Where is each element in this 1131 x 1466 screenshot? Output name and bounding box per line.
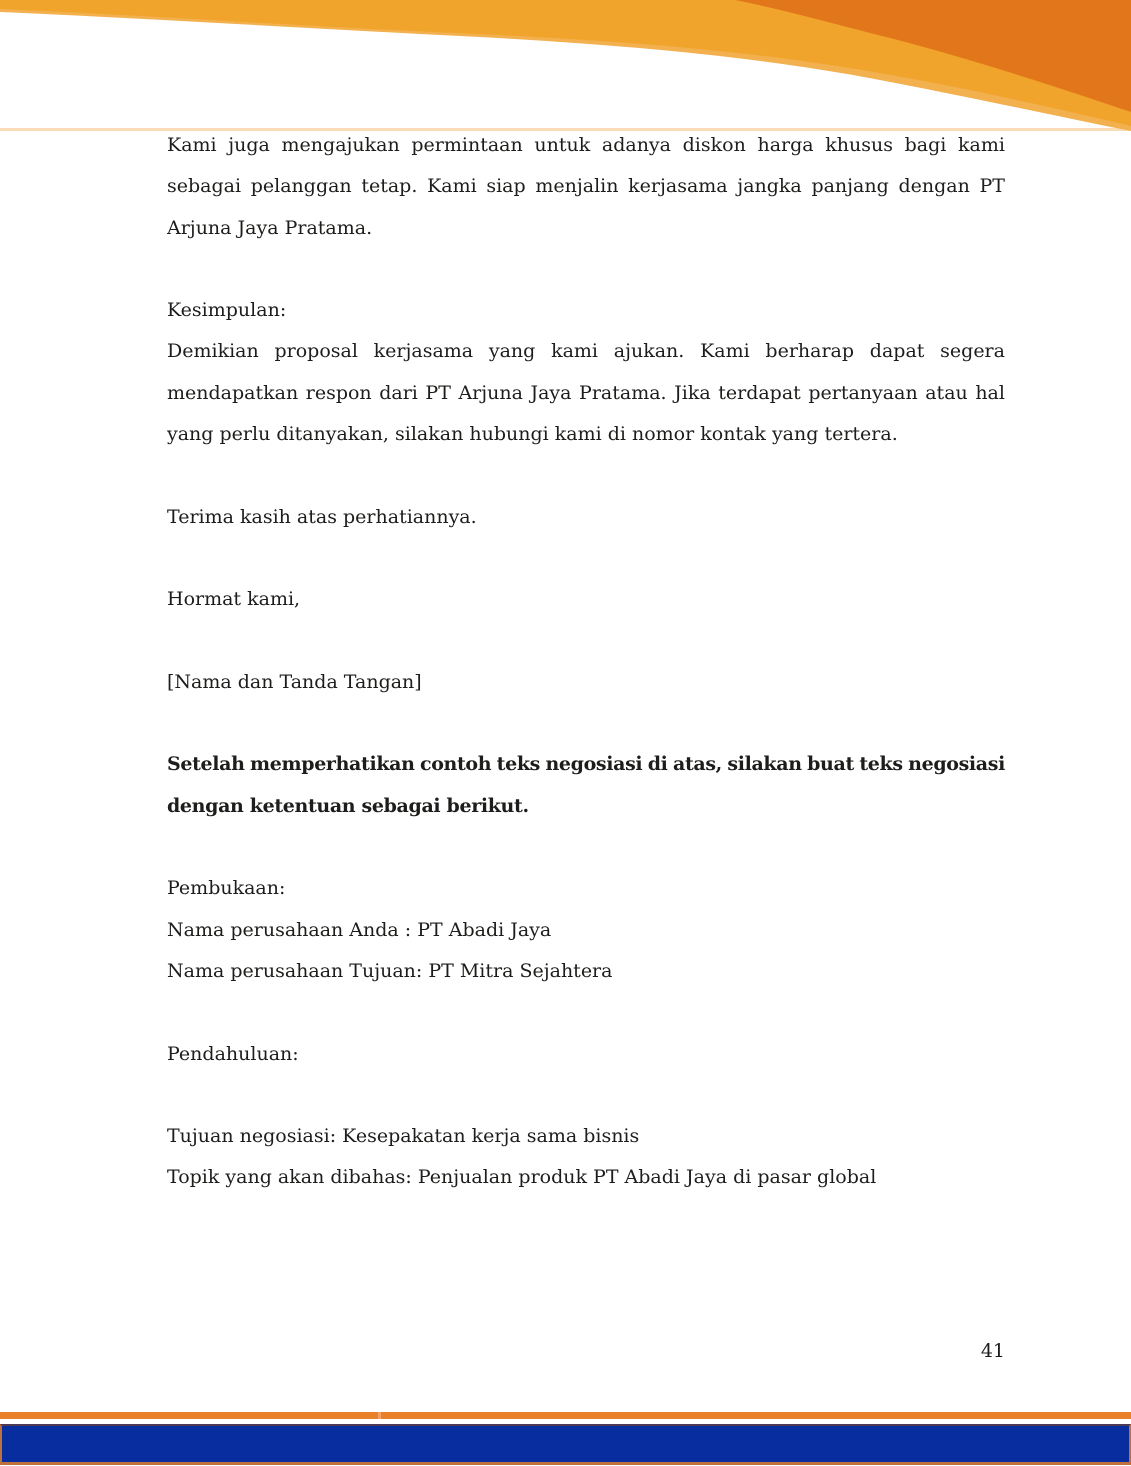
paragraph-line: yang perlu ditanyakan, silakan hubungi kami di nomor kontak yang tertera. bbox=[167, 423, 898, 446]
word: Kami bbox=[700, 340, 750, 363]
word: atas, bbox=[672, 753, 722, 776]
paragraph-line: Kesimpulan: bbox=[167, 299, 287, 322]
word: juga bbox=[228, 134, 270, 156]
paragraph-line bbox=[167, 331, 1005, 372]
word: permintaan bbox=[411, 134, 523, 156]
blank-line bbox=[167, 455, 1005, 496]
blank-line bbox=[167, 249, 1005, 290]
word: sebagai bbox=[167, 175, 242, 198]
word: PT bbox=[425, 381, 451, 404]
word: menjalin bbox=[535, 175, 619, 198]
word: diskon bbox=[682, 134, 746, 156]
word: teks bbox=[496, 753, 540, 776]
word: pelanggan bbox=[250, 175, 352, 198]
word: terdapat bbox=[718, 381, 801, 404]
document-body bbox=[167, 125, 1005, 1199]
word: Arjuna bbox=[458, 381, 523, 404]
paragraph-line: Nama perusahaan Tujuan: PT Mitra Sejahtera bbox=[167, 959, 613, 982]
word: PT bbox=[979, 175, 1005, 198]
word: Kami bbox=[167, 134, 217, 156]
word: mendapatkan bbox=[167, 381, 299, 404]
word: Demikian bbox=[167, 340, 259, 363]
paragraph-line: dengan ketentuan sebagai berikut. bbox=[167, 794, 529, 817]
word: negosiasi bbox=[545, 753, 643, 776]
word: buat bbox=[807, 753, 854, 776]
word: pertanyaan bbox=[808, 381, 918, 404]
word: mengajukan bbox=[281, 134, 400, 156]
blank-line bbox=[167, 1075, 1005, 1116]
paragraph-line: Nama perusahaan Anda : PT Abadi Jaya bbox=[167, 918, 552, 941]
word: hal bbox=[975, 381, 1005, 404]
word: kami bbox=[551, 340, 599, 363]
word: dengan bbox=[898, 175, 970, 198]
word: berharap bbox=[765, 340, 855, 363]
word: Jaya bbox=[530, 381, 572, 404]
paragraph-line: Pendahuluan: bbox=[167, 1042, 299, 1065]
word: bagi bbox=[904, 134, 947, 156]
word: di bbox=[647, 753, 668, 776]
word: proposal bbox=[274, 340, 358, 363]
word: kerjasama bbox=[628, 175, 728, 198]
word: respon bbox=[305, 381, 372, 404]
word: adanya bbox=[601, 134, 671, 156]
word: dapat bbox=[869, 340, 925, 363]
word: memperhatikan bbox=[250, 753, 415, 776]
footer-bar-seam bbox=[378, 1412, 381, 1419]
paragraph-line bbox=[167, 373, 1005, 414]
paragraph-line bbox=[167, 744, 1005, 785]
word: Setelah bbox=[167, 753, 245, 776]
word: teks bbox=[859, 753, 903, 776]
word: khusus bbox=[825, 134, 893, 156]
paragraph-line: Pembukaan: bbox=[167, 877, 286, 900]
paragraph-line: Topik yang akan dibahas: Penjualan produk PT Abadi Jaya di pasar global bbox=[167, 1166, 877, 1189]
paragraph-line bbox=[167, 125, 1005, 166]
footer-blue-bar bbox=[0, 1424, 1131, 1465]
word: dari bbox=[379, 381, 418, 404]
paragraph-line: Hormat kami, bbox=[167, 588, 301, 611]
word: atau bbox=[925, 381, 968, 404]
page-number: 41 bbox=[980, 1340, 1005, 1362]
word: untuk bbox=[534, 134, 591, 156]
paragraph-line: Tujuan negosiasi: Kesepakatan kerja sama bisnis bbox=[167, 1125, 640, 1148]
word: segera bbox=[940, 340, 1005, 363]
paragraph-line: [Nama dan Tanda Tangan] bbox=[167, 670, 422, 693]
word: jangka bbox=[737, 175, 802, 198]
word: ajukan. bbox=[613, 340, 685, 363]
word: silakan bbox=[727, 753, 802, 776]
footer-orange-bar bbox=[0, 1412, 1131, 1419]
word: yang bbox=[488, 340, 536, 363]
blank-line bbox=[167, 703, 1005, 744]
word: Kami bbox=[427, 175, 477, 198]
blank-line bbox=[167, 827, 1005, 868]
word: siap bbox=[486, 175, 526, 198]
blank-line bbox=[167, 621, 1005, 662]
word: tetap. bbox=[361, 175, 418, 198]
word: kami bbox=[958, 134, 1005, 156]
word: negosiasi bbox=[908, 753, 1005, 776]
word: panjang bbox=[811, 175, 889, 198]
word: contoh bbox=[420, 753, 492, 776]
paragraph-line: Arjuna Jaya Pratama. bbox=[167, 216, 373, 239]
paragraph-line bbox=[167, 166, 1005, 207]
blank-line bbox=[167, 992, 1005, 1033]
word: harga bbox=[757, 134, 814, 156]
word: Jika bbox=[674, 381, 711, 404]
blank-line bbox=[167, 538, 1005, 579]
word: kerjasama bbox=[373, 340, 474, 363]
paragraph-line: Terima kasih atas perhatiannya. bbox=[167, 505, 477, 528]
word: Pratama. bbox=[579, 381, 667, 404]
header-swoosh-graphic bbox=[0, 0, 1131, 136]
